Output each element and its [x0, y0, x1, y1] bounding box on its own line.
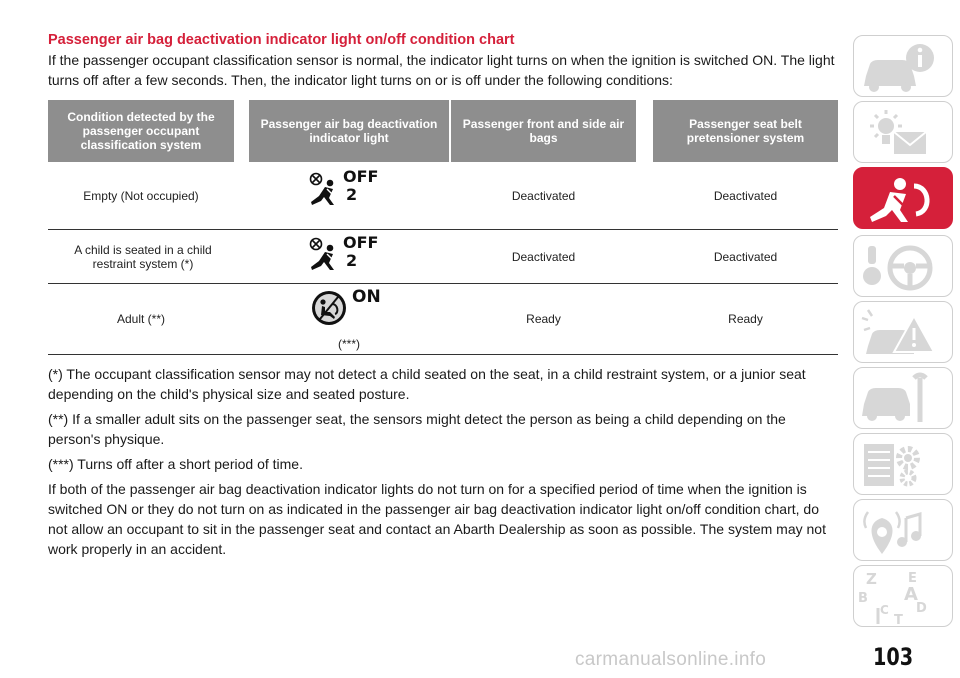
intro-paragraph: If the passenger occupant classification sensor is normal, the indicator light turns on when the ignition is switched ON. The light turns off after a few seconds. Then, the indicator light turns on or is off under the following conditions: — [48, 52, 835, 88]
table-header — [48, 100, 838, 162]
airbags-cell: Deactivated — [511, 188, 576, 203]
condition-cell: Adult (**) — [116, 312, 166, 326]
index-letter-a: A — [904, 584, 918, 605]
alphabetical-index-icon — [854, 566, 954, 628]
airbag-off-indicator-icon — [308, 172, 338, 206]
pretensioner-cell: Deactivated — [713, 188, 778, 203]
footnotes — [48, 364, 840, 564]
tab-index[interactable] — [853, 565, 953, 627]
indicator-two-label: 2 — [346, 185, 358, 204]
table-row — [48, 162, 838, 230]
pretensioner-cell: Ready — [728, 312, 763, 326]
tab-technical-specs[interactable] — [853, 433, 953, 495]
indicator-note: (***) — [337, 337, 360, 351]
footnote: (*) The occupant classification sensor may not detect a child seated on the seat, in a child restraint system, or a junior seat depending on the child's physical size and seated posture. — [48, 366, 806, 402]
condition-cell: A child is seated in a child restraint system (*) — [74, 242, 212, 271]
tab-multimedia[interactable] — [853, 499, 953, 561]
pretensioner-cell: Deactivated — [713, 249, 778, 264]
tab-servicing[interactable] — [853, 367, 953, 429]
warning-paragraph: If both of the passenger air bag deactivation indicator lights do not turn on for a specified period of time when the ignition is switched ON or they do not turn on as indicated in the passenger air bag deactivation indicator light on/off condition chart, do not allow an occupant to sit in the passenger seat and contact an Abarth Dealership as soon as possible. The system may not work properly in an accident. — [48, 481, 826, 557]
index-letter-b: B — [858, 591, 868, 606]
airbags-cell: Deactivated — [511, 249, 576, 264]
airbag-on-indicator-icon — [310, 289, 348, 327]
tab-starting-driving[interactable] — [853, 235, 953, 297]
indicator-cell — [249, 230, 449, 283]
tab-warning-lights[interactable] — [853, 101, 953, 163]
warning-lights-icon — [854, 102, 954, 164]
header-indicator: Passenger air bag deactivation indicator light — [249, 100, 449, 162]
header-pretensioner: Passenger seat belt pretensioner system — [653, 100, 838, 162]
table-row — [48, 230, 838, 284]
section-heading: Passenger air bag deactivation indicator light on/off condition chart — [48, 32, 515, 48]
index-letter-d: D — [916, 601, 927, 616]
index-letter-z: Z — [866, 570, 877, 588]
off-indicator-label: OFF — [343, 167, 379, 186]
car-maintenance-icon — [854, 368, 954, 430]
footnote: (**) If a smaller adult sits on the passenger seat, the sensors might detect the person as being a child depending on the person's physique. — [48, 411, 786, 447]
tab-car-info[interactable] — [853, 35, 953, 97]
steering-wheel-icon — [854, 236, 954, 298]
multimedia-icon — [854, 500, 954, 562]
condition-cell: Empty (Not occupied) — [83, 188, 199, 203]
condition-table — [48, 100, 838, 354]
header-airbags: Passenger front and side air bags — [451, 100, 636, 162]
indicator-cell — [249, 162, 449, 229]
indicator-cell — [249, 284, 449, 354]
header-condition: Condition detected by the passenger occupant classification system — [48, 100, 234, 162]
indicator-two-label: 2 — [346, 251, 358, 270]
table-row — [48, 284, 838, 355]
index-letter-e: E — [908, 571, 917, 586]
off-indicator-label: OFF — [343, 233, 379, 252]
tab-safety[interactable] — [853, 167, 953, 229]
tab-emergency[interactable] — [853, 301, 953, 363]
page-number: 103 — [873, 643, 914, 671]
index-letter-t: T — [894, 613, 903, 628]
on-indicator-label: ON — [352, 287, 381, 307]
footnote: (***) Turns off after a short period of time. — [48, 456, 303, 472]
car-breakdown-icon — [854, 302, 954, 364]
car-info-icon — [854, 36, 954, 98]
watermark: carmanualsonline.info — [575, 649, 767, 670]
airbags-cell: Ready — [526, 312, 561, 326]
airbag-off-indicator-icon — [308, 237, 338, 271]
airbag-safety-icon — [854, 168, 954, 230]
specs-settings-icon — [854, 434, 954, 496]
index-letter-c: C — [880, 603, 889, 617]
